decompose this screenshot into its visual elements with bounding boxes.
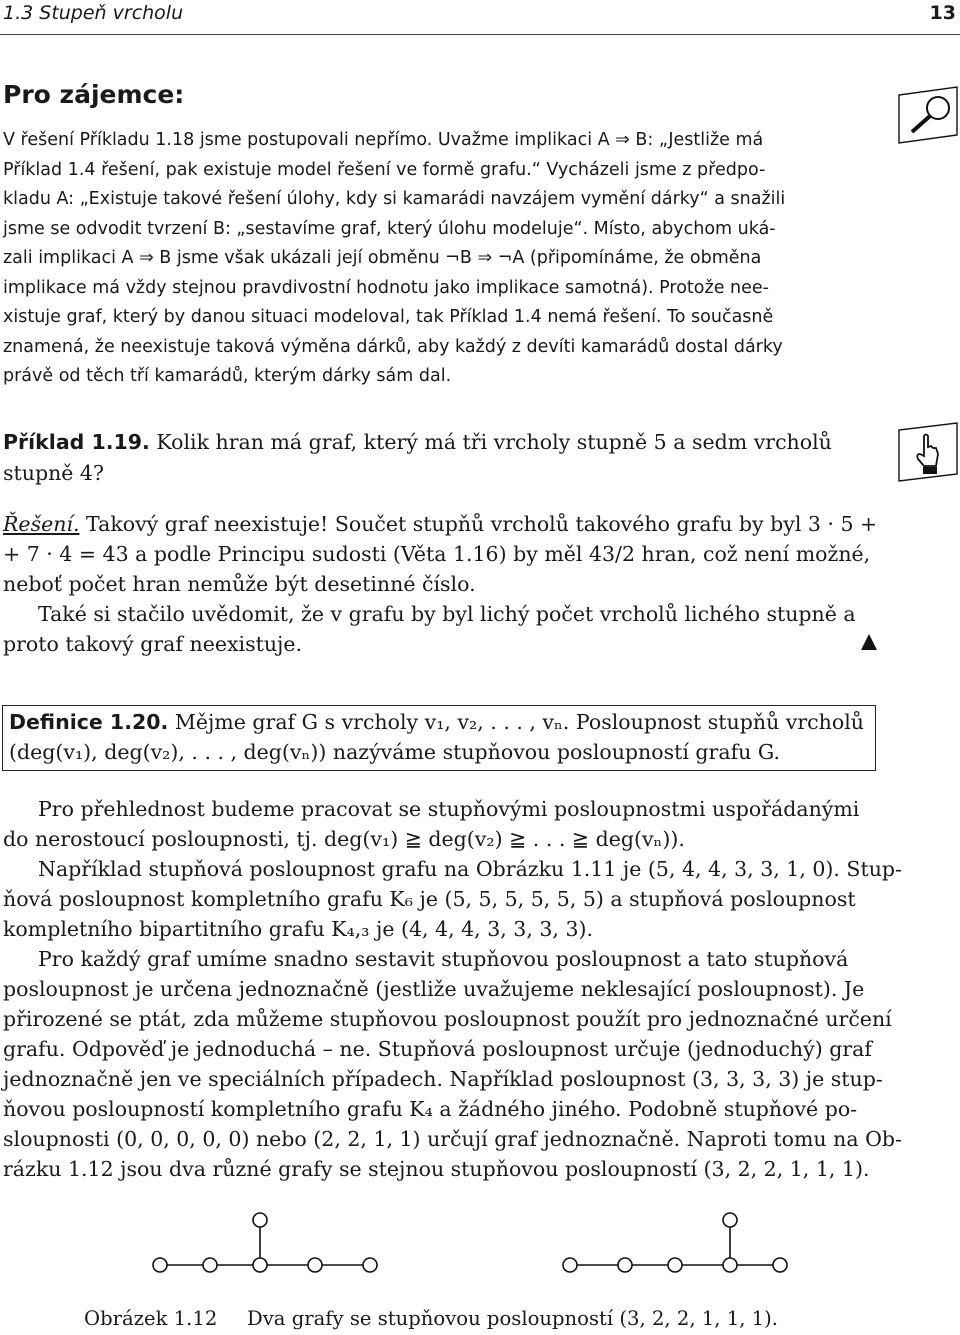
graph1-vertex bbox=[203, 1258, 217, 1272]
solution-line-2: + 7 · 4 = 43 a podle Principu sudosti (Věta 1.16) by měl 43/2 hran, což není možné, bbox=[3, 542, 871, 566]
body-line: Pro každý graf umíme snadno sestavit stupňovou posloupnost a tato stupňová bbox=[38, 947, 849, 971]
example-label: Příklad 1.19. bbox=[3, 430, 150, 454]
magnifier-icon bbox=[898, 86, 958, 144]
graph2-vertex bbox=[723, 1258, 737, 1272]
end-of-solution-marker bbox=[861, 634, 877, 650]
body-line: sloupnosti (0, 0, 0, 0, 0) nebo (2, 2, 1, 1) určují graf jednoznačně. Naproti tomu na Ob- bbox=[3, 1127, 902, 1151]
body-line: posloupnost je určena jednoznačně (jestliže uvažujeme neklesající posloupnost). Je bbox=[3, 977, 865, 1001]
page-number: 13 bbox=[929, 2, 956, 24]
body-line: Pro přehlednost budeme pracovat se stupňovými posloupnostmi uspořádanými bbox=[38, 797, 860, 821]
body-line: přirozené se ptát, zda můžeme stupňovou posloupnost použít pro jednoznačné určení bbox=[3, 1007, 892, 1031]
graph1-vertex bbox=[308, 1258, 322, 1272]
graph2-vertex bbox=[773, 1258, 787, 1272]
definition-line-2: (deg(v₁), deg(v₂), . . . , deg(vₙ)) nazýváme stupňovou posloupností grafu G. bbox=[9, 740, 781, 764]
graph1-vertex bbox=[363, 1258, 377, 1272]
body-line: ňovou posloupností kompletního grafu K₄ a žádného jiného. Podobně stupňové po- bbox=[3, 1097, 858, 1121]
body-line: ňová posloupnost kompletního grafu K₆ je (5, 5, 5, 5, 5, 5) a stupňová posloupnost bbox=[3, 887, 856, 911]
interest-line: jsme se odvodit tvrzení B: „sestavíme graf, který úlohu modeluje“. Místo, abychom uká- bbox=[3, 218, 776, 239]
interest-line: kladu A: „Existuje takové řešení úlohy, kdy si kamarádi navzájem vymění dárky“ a snažili bbox=[3, 189, 786, 209]
body-line: kompletního bipartitního grafu K₄,₃ je (4, 4, 4, 3, 3, 3, 3). bbox=[3, 917, 593, 941]
solution-line-1 bbox=[3, 512, 877, 536]
example-line-1 bbox=[3, 430, 832, 454]
definition-line-1 bbox=[9, 710, 864, 734]
example-text-1: Kolik hran má graf, který má tři vrcholy stupně 5 a sedm vrcholů bbox=[156, 430, 832, 454]
example-line-2: stupně 4? bbox=[3, 461, 104, 485]
body-line: do nerostoucí posloupnosti, tj. deg(v₁) ≧ deg(v₂) ≧ . . . ≧ deg(vₙ)). bbox=[3, 827, 685, 851]
interest-line: V řešení Příkladu 1.18 jsme postupovali nepřímo. Uvažme implikaci A ⇒ B: „Jestliže má bbox=[3, 130, 764, 150]
solution-text-1: Takový graf neexistuje! Součet stupňů vrcholů takového grafu by byl 3 · 5 + bbox=[86, 512, 878, 536]
solution-line-5: proto takový graf neexistuje. bbox=[3, 632, 303, 656]
definition-text-1: Mějme graf G s vrcholy v₁, v₂, . . . , vₙ. Posloupnost stupňů vrcholů bbox=[174, 710, 864, 734]
graph2-vertex bbox=[668, 1258, 682, 1272]
body-line: grafu. Odpověď je jednoduchá – ne. Stupňová posloupnost určuje (jednoduchý) graf bbox=[3, 1037, 872, 1061]
definition-label: Definice 1.20. bbox=[9, 710, 169, 734]
graph2-vertex bbox=[563, 1258, 577, 1272]
solution-line-4: Také si stačilo uvědomit, že v grafu by byl lichý počet vrcholů lichého stupně a bbox=[38, 602, 856, 626]
figure-graphs bbox=[140, 1205, 840, 1295]
interest-line: právě od těch tří kamarádů, kterým dárky sám dal. bbox=[3, 366, 452, 386]
solution-label: Řešení. bbox=[3, 512, 80, 536]
interest-line: zali implikaci A ⇒ B jsme však ukázali její obměnu ¬B ⇒ ¬A (připomínáme, že obměna bbox=[3, 248, 762, 268]
header-rule bbox=[0, 34, 960, 35]
body-line: rázku 1.12 jsou dva různé grafy se stejnou stupňovou posloupností (3, 2, 2, 1, 1, 1). bbox=[3, 1157, 870, 1181]
body-line: jednoznačně jen ve speciálních případech. Například posloupnost (3, 3, 3, 3) je stup- bbox=[3, 1067, 883, 1091]
interest-line: Příklad 1.4 řešení, pak existuje model řešení ve formě grafu.“ Vycházeli jsme z předpo- bbox=[3, 159, 766, 180]
graph2-vertex bbox=[723, 1213, 737, 1227]
interest-line: implikace má vždy stejnou pravdivostní hodnotu jako implikace samotná). Protože nee- bbox=[3, 277, 769, 298]
interest-line: xistuje graf, který by danou situaci modeloval, tak Příklad 1.4 nemá řešení. To současně bbox=[3, 307, 774, 327]
figure-caption: Dva grafy se stupňovou posloupností (3, 2, 2, 1, 1, 1). bbox=[247, 1307, 778, 1330]
graph1-vertex bbox=[253, 1258, 267, 1272]
graph2-vertex bbox=[618, 1258, 632, 1272]
graph1-vertex bbox=[153, 1258, 167, 1272]
body-line: Například stupňová posloupnost grafu na Obrázku 1.11 je (5, 4, 4, 3, 3, 1, 0). Stup- bbox=[38, 857, 902, 881]
section-title: Pro zájemce: bbox=[3, 80, 185, 109]
pointing-hand-icon bbox=[898, 422, 958, 482]
running-header: 1.3 Stupeň vrcholu bbox=[3, 2, 184, 24]
figure-label: Obrázek 1.12 bbox=[84, 1307, 218, 1330]
solution-line-3: neboť počet hran nemůže být desetinné číslo. bbox=[3, 572, 476, 596]
graph1-vertex bbox=[253, 1213, 267, 1227]
interest-line: znamená, že neexistuje taková výměna dárků, aby každý z devíti kamarádů dostal dárky bbox=[3, 336, 783, 357]
